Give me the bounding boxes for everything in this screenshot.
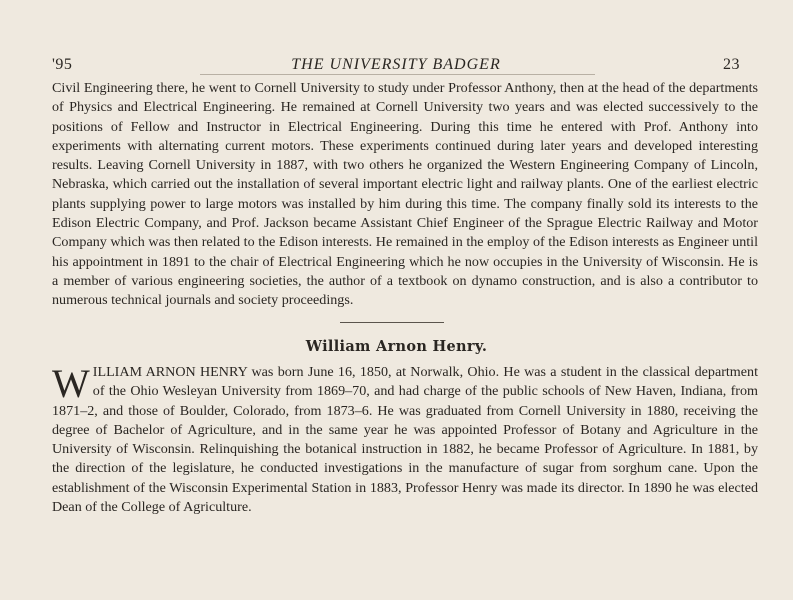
paragraph-henry-text: ILLIAM ARNON HENRY was born June 16, 1850, at Norwalk, Ohio. He was a student in the classical department of the Ohio Wesleyan University from 1869–70, and had charge of the public schools of New Haven, Indiana, from 1871–2, and those of Boulder, Colorado, from 1873–6. He was graduated from Cornell University in 1880, receiving the degree of Bachelor of Agriculture, and in the same year he was appointed Professor of Botany and Agriculture in the University of Wisconsin. Relinquishing the botanical instruction in 1882, he became Professor of Agriculture. In 1881, by the direction of the legislature, he conducted investigations in the manufacture of sugar from sorghum cane. Upon the establishment of the Wisconsin Experimental Station in 1883, Professor Henry was made its director. In 1890 he was elected Dean of the College of Agriculture. [52, 364, 758, 516]
drop-cap: W [52, 361, 90, 406]
header-year: '95 [52, 56, 73, 73]
paragraph-henry [52, 363, 758, 517]
header-rule [200, 74, 595, 75]
header-title: THE UNIVERSITY BADGER [291, 56, 501, 73]
running-header [52, 56, 740, 76]
section-title: William Arnon Henry. [305, 338, 488, 355]
page-number: 23 [723, 56, 740, 73]
section-divider [340, 322, 444, 323]
paragraph-jackson: Civil Engineering there, he went to Cornell University to study under Professor Anthony, then at the head of the departments of Physics and Electrical Engineering. He remained at Cornell University two years and was elected successively to the positions of Fellow and Instructor in Electrical Engineering. During this time he entered with Prof. Anthony into experiments with alternating current motors. These experiments continued during later years and developed interesting results. Leaving Cornell University in 1887, with two others he organized the Western Engineering Company of Lincoln, Nebraska, which carried out the installation of several important electric light and railway plants. One of the earliest electric plants supplying power to large motors was installed by him during this time. The company finally sold its interests to the Edison Electric Company, and Prof. Jackson became Assistant Chief Engineer of the Sprague Electric Railway and Motor Company which was then related to the Edison interests. He remained in the employ of the Edison interests as Engineer until his appointment in 1891 to the chair of Electrical Engineering which he now occupies in the University of Wisconsin. He is a member of various engineering societies, the author of a textbook on dynamo construction, and is also a contributor to numerous technical journals and society proceedings. [52, 80, 758, 309]
